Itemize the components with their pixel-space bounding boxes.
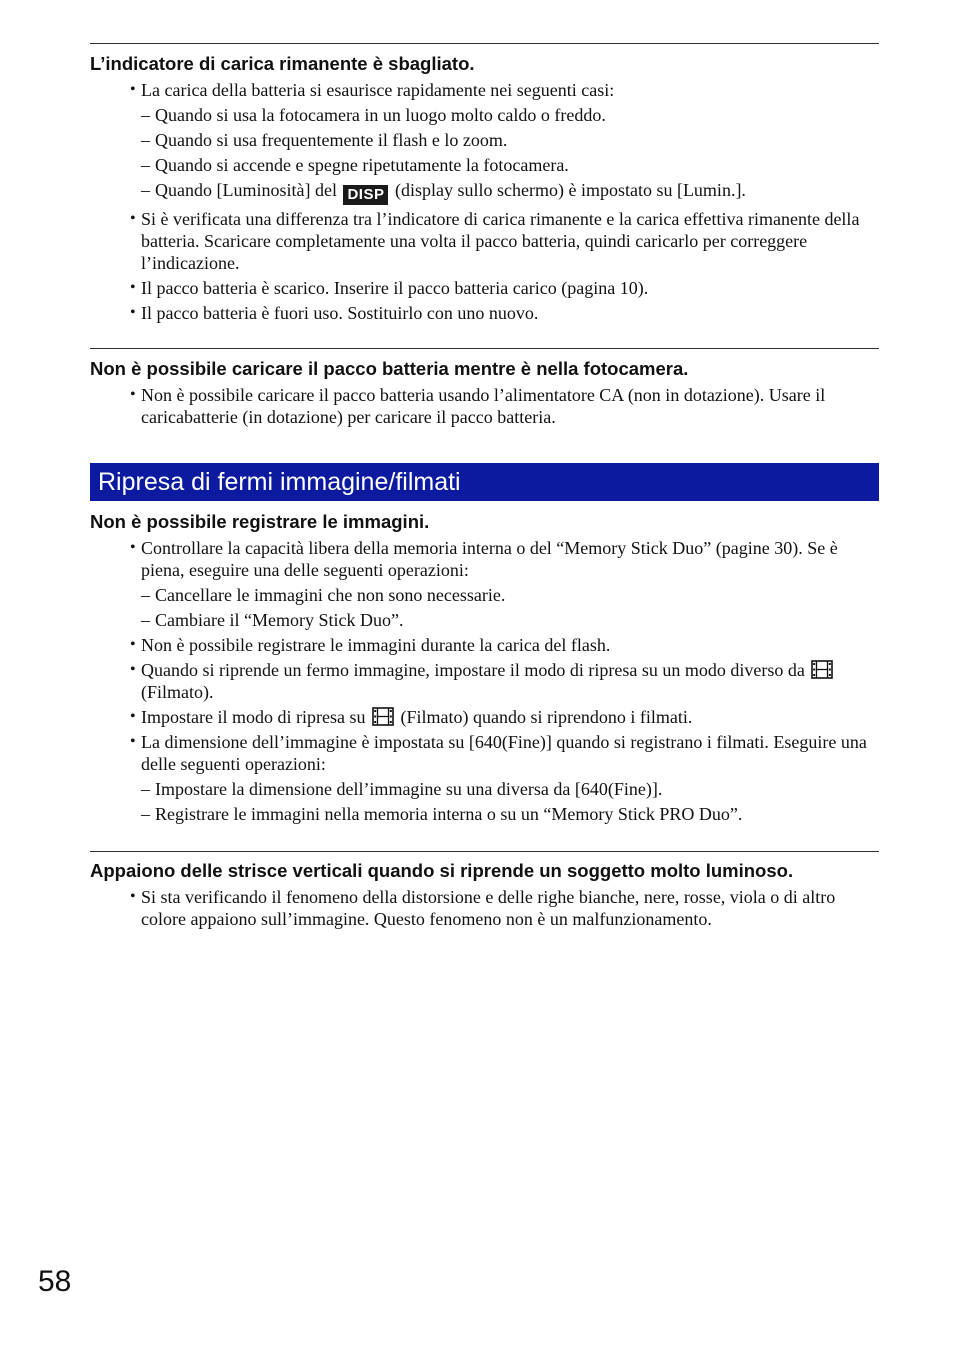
list-item-text: (Filmato).: [141, 682, 214, 702]
list-item: [90, 706, 879, 728]
list-item: • Il pacco batteria è scarico. Inserire il pacco batteria carico (pagina 10).: [90, 277, 879, 299]
list-item: • Si sta verificando il fenomeno della distorsione e delle righe bianche, nere, rosse, viola o di altro colore appaiono sull’immagine. Questo fenomeno non è un malfunzionamento.: [90, 886, 879, 930]
list-battery-indicator: [90, 79, 879, 324]
heading-charging: Non è possibile caricare il pacco batteria mentre è nella fotocamera.: [90, 358, 689, 379]
list-item: • Non è possibile registrare le immagini durante la carica del flash.: [90, 634, 879, 656]
list-charging: [90, 384, 879, 428]
list-item-text: Impostare il modo di ripresa su: [141, 707, 366, 727]
disp-icon: DISP: [343, 185, 388, 205]
film-strip-icon: [372, 707, 394, 726]
heading-battery-indicator: L’indicatore di carica rimanente è sbagliato.: [90, 53, 475, 74]
film-strip-icon: [811, 660, 833, 679]
list-item-text: (Filmato) quando si riprendono i filmati.: [400, 707, 693, 727]
heading-vertical-stripes: Appaiono delle strisce verticali quando si riprende un soggetto molto luminoso.: [90, 860, 794, 881]
list-item: – Registrare le immagini nella memoria interna o su un “Memory Stick PRO Duo”.: [90, 803, 879, 825]
list-item-text: Quando si riprende un fermo immagine, impostare il modo di ripresa su un modo diverso da: [141, 660, 805, 680]
list-item: • La carica della batteria si esaurisce rapidamente nei seguenti casi:: [90, 79, 879, 101]
page-content: [90, 43, 879, 930]
heading-cannot-record: Non è possibile registrare le immagini.: [90, 511, 430, 532]
list-item: • La dimensione dell’immagine è impostata su [640(Fine)] quando si registrano i filmati. Eseguire una delle seguenti operazioni:: [90, 731, 879, 775]
divider: [90, 43, 879, 44]
section-title: Ripresa di fermi immagine/filmati: [98, 468, 461, 496]
list-item-text: Quando [Luminosità] del: [155, 180, 337, 200]
page-number: 58: [38, 1265, 72, 1298]
list-item: – Quando si accende e spegne ripetutamente la fotocamera.: [90, 154, 879, 176]
list-item: – Cambiare il “Memory Stick Duo”.: [90, 609, 879, 631]
list-item: • Si è verificata una differenza tra l’indicatore di carica rimanente e la carica effettiva rimanente della batteria. Scaricare completamente una volta il pacco batteria, quindi caricarlo per correggere l’indicazione.: [90, 208, 879, 274]
list-item: [90, 659, 879, 703]
list-cannot-record: [90, 537, 879, 825]
list-item: – Quando si usa la fotocamera in un luogo molto caldo o freddo.: [90, 104, 879, 126]
list-item: [90, 179, 879, 205]
list-item: – Impostare la dimensione dell’immagine su una diversa da [640(Fine)].: [90, 778, 879, 800]
divider: [90, 348, 879, 349]
list-item-text: (display sullo schermo) è impostato su [Lumin.].: [394, 180, 746, 200]
list-item: • Non è possibile caricare il pacco batteria usando l’alimentatore CA (non in dotazione). Usare il caricabatterie (in dotazione) per caricare il pacco batteria.: [90, 384, 879, 428]
list-item: – Quando si usa frequentemente il flash e lo zoom.: [90, 129, 879, 151]
section-title-bar: [90, 463, 879, 501]
list-item: • Il pacco batteria è fuori uso. Sostituirlo con uno nuovo.: [90, 302, 879, 324]
divider: [90, 851, 879, 852]
list-vertical-stripes: [90, 886, 879, 930]
list-item: – Cancellare le immagini che non sono necessarie.: [90, 584, 879, 606]
list-item: • Controllare la capacità libera della memoria interna o del “Memory Stick Duo” (pagine 30). Se è piena, eseguire una delle seguenti operazioni:: [90, 537, 879, 581]
